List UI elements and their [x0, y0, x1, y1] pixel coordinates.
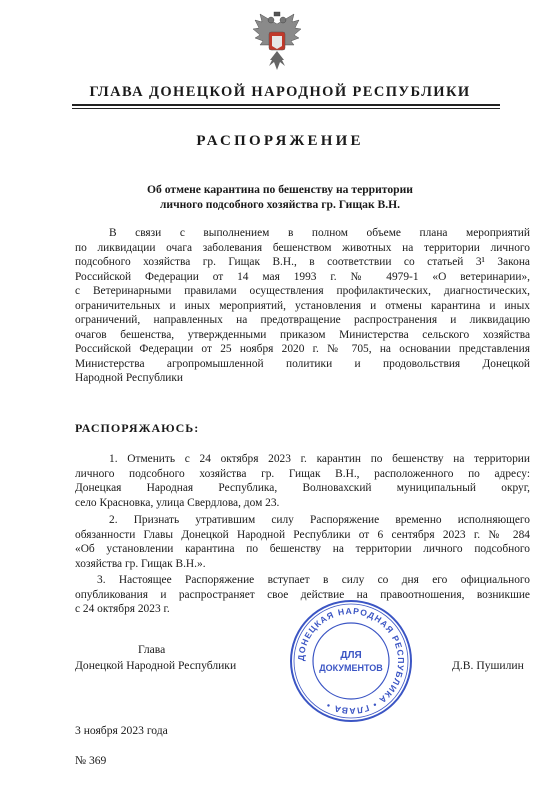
- text-line: 2. Признать утратившим силу Распоряжение временно исполняющего: [109, 514, 530, 526]
- subject-line: Об отмене карантина по бешенству на территории: [147, 183, 413, 196]
- stamp-center-line: ДОКУМЕНТОВ: [319, 663, 383, 673]
- text-line: Российской Федерации от 14 мая 1993 г. № 4979-1 «О ветеринарии»,: [75, 270, 530, 283]
- official-stamp: [288, 598, 414, 724]
- text-line: личного подсобного хозяйства гр. Гищак В.Н., расположенного по адресу:: [75, 467, 530, 480]
- intro-paragraph: [75, 226, 530, 386]
- stamp-center-line: ДЛЯ: [340, 650, 362, 661]
- header-divider-thin: [72, 108, 500, 109]
- text-line: 1. Отменить с 24 октября 2023 г. карантин по бешенству на территории: [109, 453, 530, 465]
- signatory-title: Донецкой Народной Республики: [75, 659, 237, 672]
- subject-line: личного подсобного хозяйства гр. Гищак В.Н.: [159, 198, 401, 211]
- coat-of-arms-eagle-icon: [252, 10, 302, 78]
- text-line: по ликвидации очага заболевания бешенством животных на территории личного: [75, 241, 530, 254]
- org-title: ГЛАВА ДОНЕЦКОЙ НАРОДНОЙ РЕСПУБЛИКИ: [89, 84, 471, 100]
- text-line: подсобного хозяйства гр. Гищак В.Н., в соответствии со статьей 3¹ Закона: [75, 256, 530, 268]
- text-line: с 24 октября 2023 г.: [75, 603, 170, 615]
- document-date: 3 ноября 2023 года: [75, 724, 168, 737]
- stamp-ring-text: ДОНЕЦКАЯ НАРОДНАЯ РЕСПУБЛИКА • ГЛАВА •: [295, 605, 407, 717]
- text-line: Российской Федерации от 25 ноября 2020 г. № 705, на основании представления: [75, 343, 530, 355]
- signatory-title: Глава: [138, 643, 166, 656]
- text-line: с Ветеринарными правилами осуществления профилактических, диагностических,: [75, 285, 530, 297]
- header-divider: [72, 104, 500, 106]
- text-line: село Красновка, улица Свердлова, дом 23.: [75, 496, 280, 509]
- order-item-1: [75, 452, 530, 510]
- text-line: опубликования и распространяет свое действие на правоотношения, возникшие: [75, 588, 530, 601]
- order-item-2: [75, 513, 530, 571]
- text-line: 3. Настоящее Распоряжение вступает в силу со дня его официального: [97, 574, 530, 586]
- text-line: Народной Республики: [75, 372, 184, 384]
- text-line: ограничений, направленных на предотвращение распространения и ликвидацию: [75, 314, 530, 326]
- text-line: «Об установлении карантина по бешенству на территории личного подсобного: [75, 543, 530, 555]
- text-line: Министерства агропромышленной политики и продовольствия Донецкой: [75, 357, 530, 370]
- text-line: Донецкая Народная Республика, Волновахский муниципальный округ,: [75, 482, 530, 494]
- document-number: № 369: [75, 754, 107, 767]
- text-line: ограничительных и иных мероприятий, установления и отмены карантина и иных: [75, 299, 530, 312]
- text-line: хозяйства гр. Гищак В.Н.».: [75, 557, 206, 570]
- signatory-name: Д.В. Пушилин: [452, 659, 524, 672]
- text-line: обязанности Главы Донецкой Народной Республики от 6 сентября 2023 г. № 284: [75, 528, 530, 541]
- document-type: РАСПОРЯЖЕНИЕ: [196, 133, 364, 149]
- order-word: РАСПОРЯЖАЮСЬ:: [75, 421, 200, 435]
- document-subject: [100, 182, 460, 212]
- text-line: В связи с выполнением в полном объеме плана мероприятий: [109, 227, 530, 239]
- text-line: очагов бешенства, утвержденными приказом Министерства сельского хозяйства: [75, 328, 530, 341]
